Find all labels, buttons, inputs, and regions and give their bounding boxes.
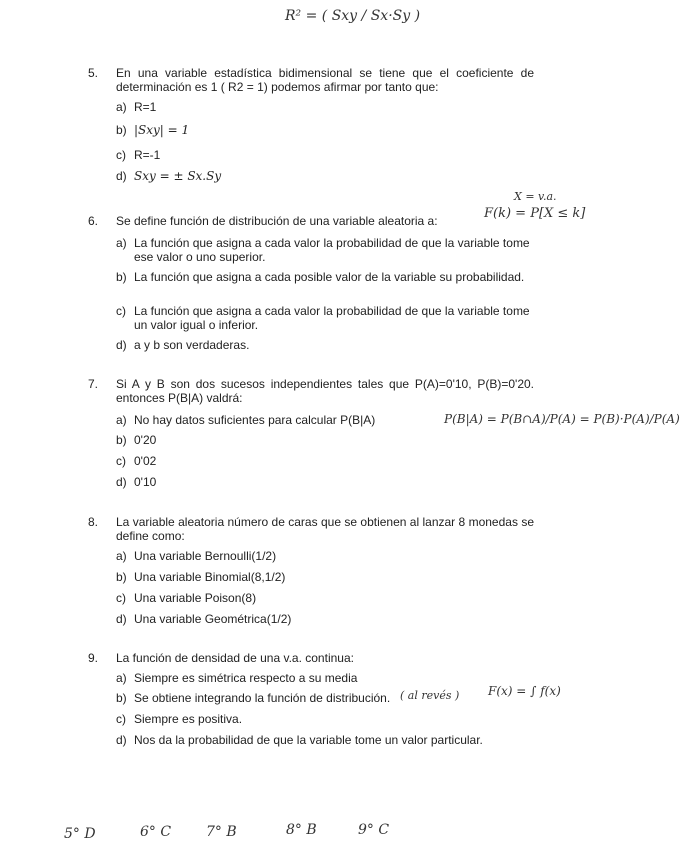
handwritten-note-reverse: ( al revés ) (400, 689, 460, 702)
handwritten-answer-7: 7° B (206, 824, 237, 840)
handwritten-conditional-probability: P(B|A) = P(B∩A)/P(A) = P(B)·P(A)/P(A) (444, 412, 680, 426)
handwritten-answer-5: 5° D (64, 826, 96, 842)
option-a: a) Una variable Bernoulli(1/2) (116, 549, 277, 563)
handwritten-note-distribution: F(k) = P[X ≤ k] (484, 206, 586, 221)
option-b: b) La función que asigna a cada posible valor de la variable su probabilidad. (116, 270, 525, 284)
handwritten-note-va: X = v.a. (514, 190, 557, 203)
option-b: b) Se obtiene integrando la función de distribución. (116, 691, 391, 705)
question-number: 5. (88, 66, 99, 80)
question-stem: Se define función de distribución de una variable aleatoria a: (116, 214, 438, 228)
option-d: d) Sxy = ± Sx.Sy (116, 169, 222, 183)
option-c: c) 0'02 (116, 454, 157, 468)
handwritten-answer-9: 9° C (358, 822, 390, 838)
question-number: 9. (88, 651, 99, 665)
question-stem: La variable aleatoria número de caras que se obtienen al lanzar 8 monedas se define como: (116, 515, 534, 543)
handwritten-answer-8: 8° B (286, 822, 317, 838)
handwritten-note-integral: F(x) = ∫ f(x) (488, 684, 561, 698)
option-a: a) R=1 (116, 100, 157, 114)
question-stem: La función de densidad de una v.a. continua: (116, 651, 354, 665)
option-d: d) 0'10 (116, 475, 157, 489)
option-a: a) No hay datos suficientes para calcular P(B|A) (116, 413, 376, 427)
option-c: c) Siempre es positiva. (116, 712, 243, 726)
question-stem: Si A y B son dos sucesos independientes tales que P(A)=0'10, P(B)=0'20. entonces P(B|A) valdrá: (116, 377, 534, 405)
handwritten-answer-6: 6° C (140, 824, 172, 840)
option-d: d) Una variable Geométrica(1/2) (116, 612, 292, 626)
question-number: 6. (88, 214, 99, 228)
question-number: 8. (88, 515, 99, 529)
option-c: c) Una variable Poison(8) (116, 591, 257, 605)
option-b: b) |Sxy| = 1 (116, 123, 190, 137)
option-d: d) Nos da la probabilidad de que la variable tome un valor particular. (116, 733, 483, 747)
option-b: b) Una variable Binomial(8,1/2) (116, 570, 286, 584)
option-a: a) La función que asigna a cada valor la probabilidad de que la variable tome ese valor o uno superior. (116, 236, 530, 264)
option-b: b) 0'20 (116, 433, 157, 447)
question-number: 7. (88, 377, 99, 391)
question-stem: En una variable estadística bidimensional se tiene que el coeficiente de determinación es 1 ( R2 = 1) podemos afirmar por tanto que: (116, 66, 534, 94)
option-c: c) R=-1 (116, 148, 161, 162)
option-c: c) La función que asigna a cada valor la probabilidad de que la variable tome un valor igual o inferior. (116, 304, 530, 332)
option-a: a) Siempre es simétrica respecto a su media (116, 671, 358, 685)
option-d: d) a y b son verdaderas. (116, 338, 250, 352)
handwritten-formula-top: R² = ( Sxy / Sx·Sy ) (285, 8, 421, 24)
